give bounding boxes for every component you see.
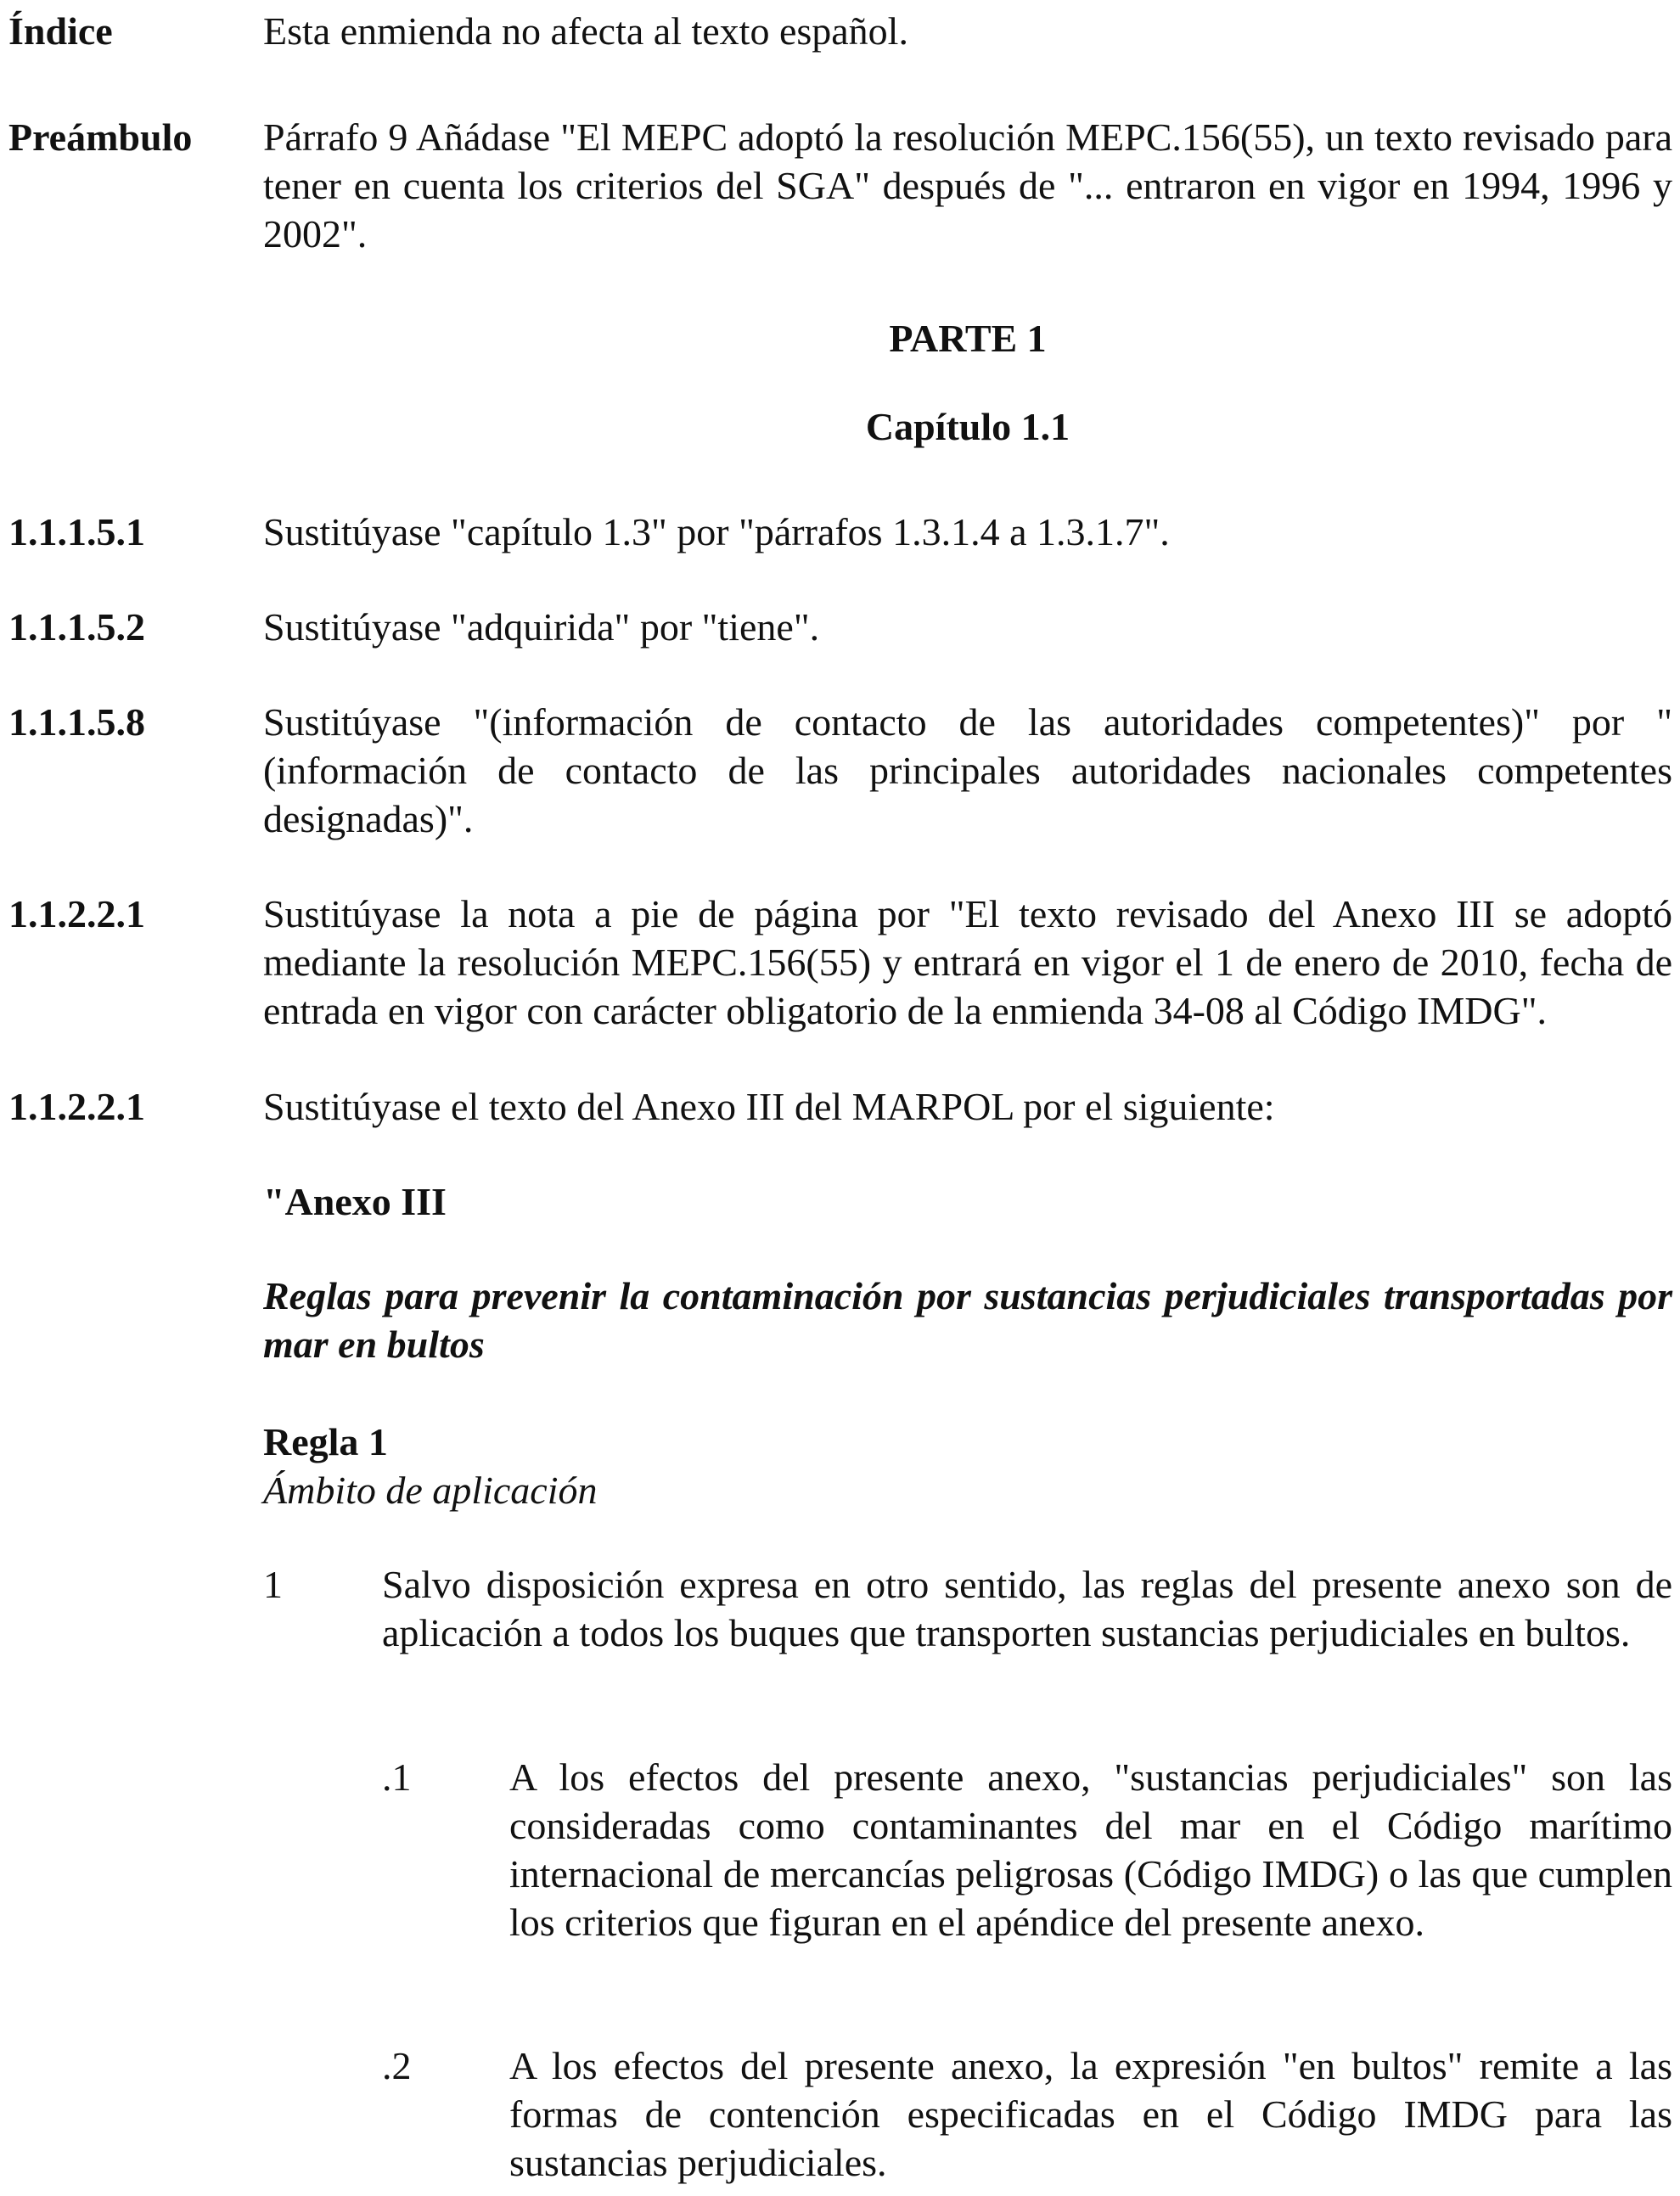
subparagraph-text: A los efectos del presente anexo, "sustancias perjudiciales" son las consideradas como contaminantes del mar en el Código marítimo internacional de mercancías peligrosas (Código IMDG) o las que cumplen los criterios que figuran en el apéndice del presente anexo.: [509, 1755, 1672, 1944]
amendment-1: [8, 508, 1672, 559]
indice-text: Esta enmienda no afecta al texto español.: [263, 9, 908, 53]
amendment-text: Sustitúyase "adquirida" por "tiene".: [263, 605, 820, 649]
rule-title: Regla 1: [263, 1420, 388, 1463]
indice-label: Índice: [8, 9, 113, 53]
amendment-text: Sustitúyase "capítulo 1.3" por "párrafos 1.3.1.4 a 1.3.1.7".: [263, 510, 1170, 553]
amendment-text: Sustitúyase "(información de contacto de las autoridades competentes)" por "(información de contacto de las principales autoridades nacionales competentes designadas)".: [263, 700, 1672, 840]
annex-heading: "Anexo III: [263, 1180, 447, 1223]
amendment-ref: 1.1.2.2.1: [8, 892, 145, 935]
subparagraph-text: A los efectos del presente anexo, la expresión "en bultos" remite a las formas de contención especificadas en el Código IMDG para las sustancias perjudiciales.: [509, 2044, 1672, 2184]
preambulo-label: Preámbulo: [8, 115, 193, 159]
part-title: PARTE 1: [889, 317, 1047, 360]
rule-subtitle: Ámbito de aplicación: [263, 1469, 598, 1512]
amendment-2: [8, 603, 1672, 654]
annex-title: Reglas para prevenir la contaminación por sustancias perjudiciales transportadas por mar en bultos: [263, 1274, 1672, 1366]
amendment-text: Sustitúyase la nota a pie de página por "El texto revisado del Anexo III se adoptó mediante la resolución MEPC.156(55) y entrará en vigor el 1 de enero de 2010, fecha de entrada en vigor con carácter obligatorio de la enmienda 34-08 al Código IMDG".: [263, 892, 1672, 1032]
amendment-ref: 1.1.1.5.2: [8, 605, 145, 649]
amendment-text: Sustitúyase el texto del Anexo III del MARPOL por el siguiente:: [263, 1085, 1275, 1128]
preambulo-entry: [8, 113, 1672, 266]
amendment-3: [8, 698, 1672, 851]
subparagraph-number: .1: [382, 1755, 412, 1799]
chapter-title: Capítulo 1.1: [865, 405, 1070, 448]
paragraph-number: 1: [263, 1563, 283, 1606]
amendment-ref: 1.1.2.2.1: [8, 1085, 145, 1128]
amendment-4: [8, 890, 1672, 1042]
preambulo-text: Párrafo 9 Añádase "El MEPC adoptó la resolución MEPC.156(55), un texto revisado para tener en cuenta los criterios del SGA" después de "... entraron en vigor en 1994, 1996 y 2002".: [263, 115, 1672, 256]
paragraph-text: Salvo disposición expresa en otro sentido, las reglas del presente anexo son de aplicación a todos los buques que transporten sustancias perjudiciales en bultos.: [382, 1563, 1672, 1654]
subparagraph-number: .2: [382, 2044, 412, 2087]
indice-entry: [8, 7, 1672, 58]
amendment-ref: 1.1.1.5.1: [8, 510, 145, 553]
amendment-5: [8, 1082, 1672, 1133]
amendment-ref: 1.1.1.5.8: [8, 700, 145, 744]
